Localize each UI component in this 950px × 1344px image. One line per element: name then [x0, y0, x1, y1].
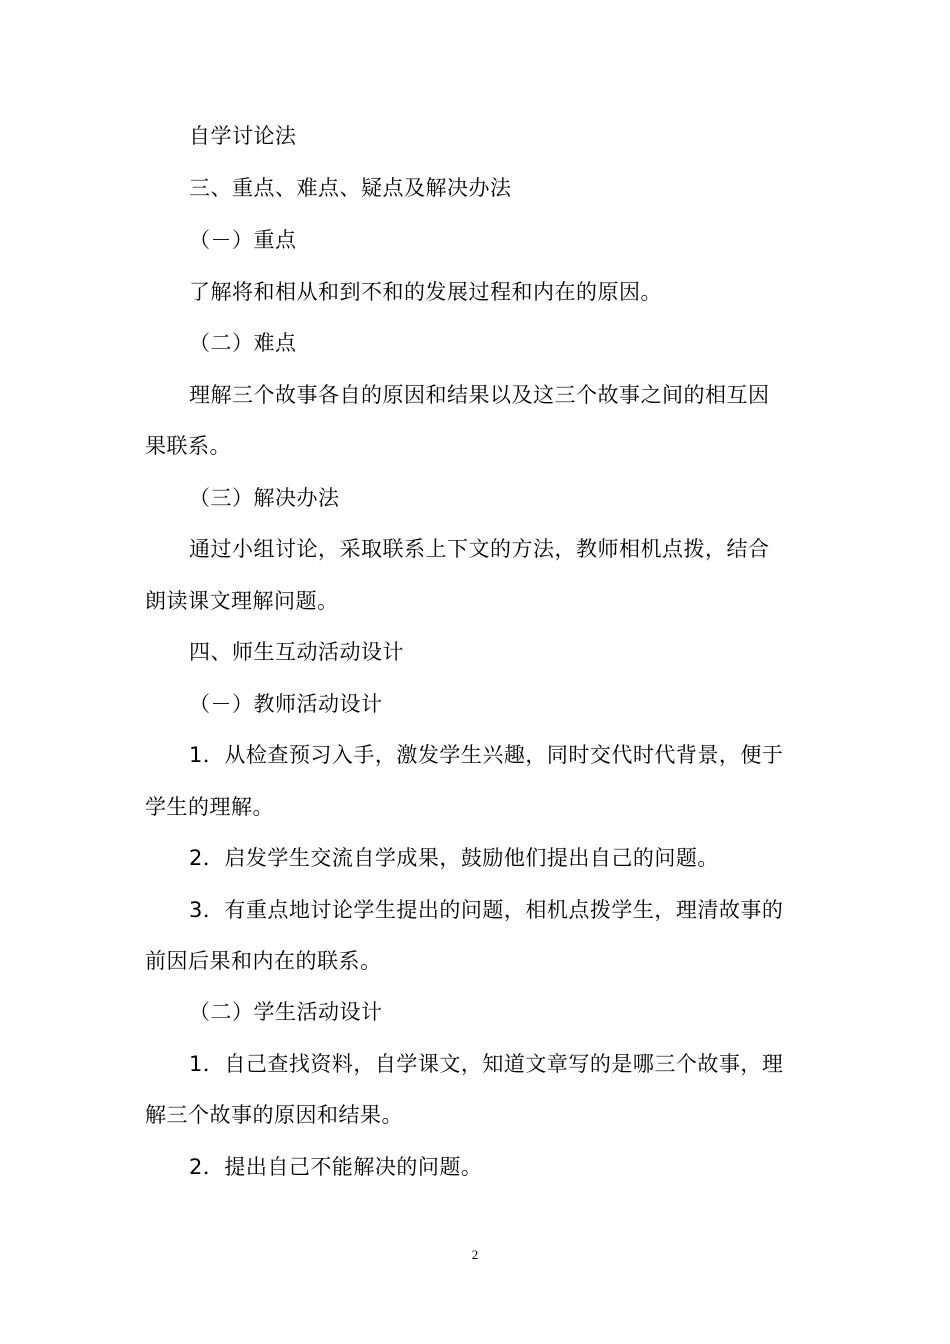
subheading-difficulties: （二）难点	[189, 331, 297, 355]
teacher-item-1-line-2: 学生的理解。	[145, 795, 274, 819]
paragraph-solutions-1: 通过小组讨论，采取联系上下文的方法，教师相机点拨，结合	[189, 537, 770, 561]
method-line: 自学讨论法	[189, 124, 297, 148]
subheading-student-activities: （二）学生活动设计	[189, 1000, 383, 1024]
section-heading-4: 四、师生互动活动设计	[189, 640, 404, 664]
paragraph-solutions-2: 朗读课文理解问题。	[145, 589, 339, 613]
teacher-item-1-line-1: 1．从检查预习入手，激发学生兴趣，同时交代时代背景，便于	[189, 743, 784, 767]
section-heading-3: 三、重点、难点、疑点及解决办法	[189, 176, 512, 200]
paragraph-difficulties-1: 理解三个故事各自的原因和结果以及这三个故事之间的相互因	[189, 383, 770, 407]
page-number: 2	[471, 1247, 479, 1262]
subheading-key-points: （－）重点	[189, 228, 297, 252]
paragraph-difficulties-2: 果联系。	[145, 434, 231, 458]
teacher-item-3-line-2: 前因后果和内在的联系。	[145, 949, 382, 973]
subheading-teacher-activities: （－）教师活动设计	[189, 692, 383, 716]
teacher-item-2: 2．启发学生交流自学成果，鼓励他们提出自己的问题。	[189, 846, 719, 870]
subheading-solutions: （三）解决办法	[189, 486, 340, 510]
student-item-1-line-2: 解三个故事的原因和结果。	[145, 1103, 403, 1127]
student-item-1-line-1: 1．自己查找资料，自学课文，知道文章写的是哪三个故事，理	[189, 1052, 784, 1076]
teacher-item-3-line-1: 3．有重点地讨论学生提出的问题，相机点拨学生，理清故事的	[189, 898, 784, 922]
paragraph-key-points: 了解将和相从和到不和的发展过程和内在的原因。	[189, 280, 662, 304]
student-item-2: 2．提出自己不能解决的问题。	[189, 1155, 483, 1179]
